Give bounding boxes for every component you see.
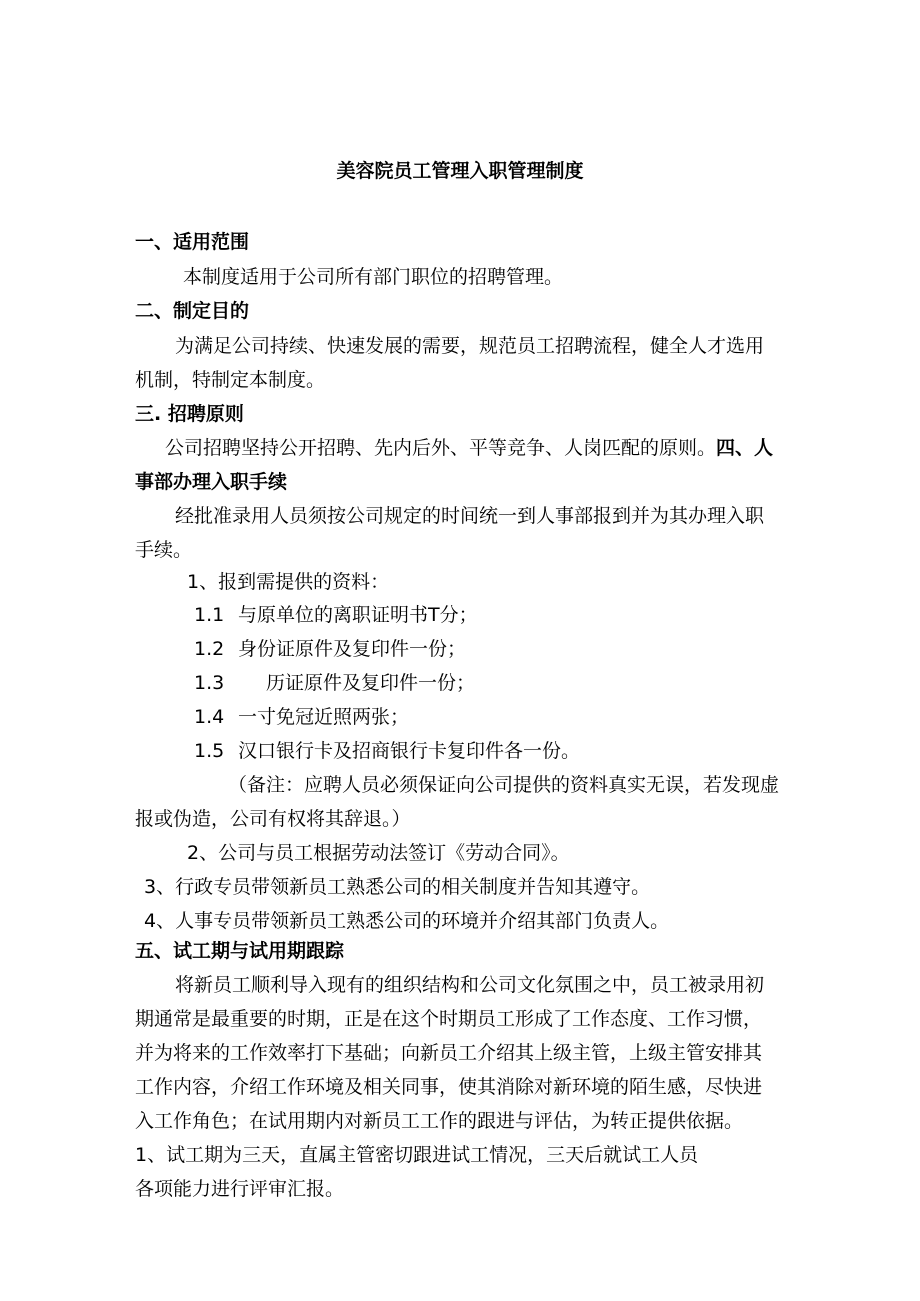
- sub-item-text: 历证原件及复印件一份；: [266, 672, 476, 694]
- section-5-text-line-3: 并为将来的工作效率打下基础；向新员工介绍其上级主管，上级主管安排其: [135, 1042, 763, 1064]
- note-line-2: 报或伪造，公司有权将其辞退。）: [135, 808, 411, 830]
- section-5-heading: 五、试工期与试用期跟踪: [135, 940, 345, 962]
- section-4-item-1: 1、报到需提供的资料：: [187, 571, 390, 593]
- sub-item-number: 1.2: [194, 638, 225, 660]
- section-5-item-1-line-1: 1、试工期为三天，直属主管密切跟进试工情况，三天后就试工人员: [135, 1144, 699, 1166]
- section-3-text: 公司招聘坚持公开招聘、先内后外、平等竞争、人岗匹配的原则。: [165, 437, 717, 459]
- sub-item-1-3: [194, 668, 475, 698]
- section-2-text-line-2: 机制，特制定本制度。: [135, 369, 326, 391]
- document-title: 美容院员工管理入职管理制度: [336, 160, 584, 182]
- sub-item-1-1: [194, 600, 478, 630]
- section-4-item-2: 2、公司与员工根据劳动法签订《劳动合同》。: [187, 842, 570, 864]
- section-4-item-4: 4、人事专员带领新员工熟悉公司的环境并介绍其部门负责人。: [144, 910, 670, 932]
- section-5-text-line-2: 期通常是最重要的时期，正是在这个时期员工形成了工作态度、工作习惯，: [135, 1008, 763, 1030]
- sub-item-text: 与原单位的离职证明书T分；: [238, 604, 478, 626]
- sub-item-number: 1.3: [194, 672, 225, 694]
- section-4-heading-part-1: 四、人: [716, 437, 774, 459]
- section-2-text-line-1: 为满足公司持续、快速发展的需要，规范员工招聘流程，健全人才选用: [175, 335, 765, 357]
- section-4-text-line-1: 经批准录用人员须按公司规定的时间统一到人事部报到并为其办理入职: [175, 505, 765, 527]
- section-5-text-line-5: 入工作角色；在试用期内对新员工工作的跟进与评估，为转正提供依据。: [135, 1110, 744, 1132]
- sub-item-1-4: [194, 702, 409, 732]
- section-4-item-3: 3、行政专员带领新员工熟悉公司的相关制度并告知其遵守。: [144, 876, 651, 898]
- note-line-1: （备注：应聘人员必须保证向公司提供的资料真实无误，若发现虚: [228, 774, 780, 796]
- section-5-text-line-1: 将新员工顺利导入现有的组织结构和公司文化氛围之中，员工被录用初: [175, 974, 765, 996]
- section-3-heading: 三. 招聘原则: [135, 403, 244, 425]
- sub-item-text: 汉口银行卡及招商银行卡复印件各一份。: [238, 740, 581, 762]
- section-1-heading: 一、适用范围: [135, 231, 250, 253]
- sub-item-number: 1.5: [194, 740, 225, 762]
- section-1-text: 本制度适用于公司所有部门职位的招聘管理。: [183, 266, 564, 288]
- section-5-item-1-line-2: 各项能力进行评审汇报。: [135, 1178, 345, 1200]
- section-2-heading: 二、制定目的: [135, 300, 250, 322]
- section-4-text-line-2: 手续。: [135, 539, 193, 561]
- sub-item-1-2: [194, 634, 466, 664]
- section-3-text-line: [165, 433, 773, 463]
- sub-item-number: 1.4: [194, 706, 225, 728]
- sub-item-text: 一寸免冠近照两张；: [238, 706, 410, 728]
- sub-item-1-5: [194, 736, 580, 766]
- section-4-heading-part-2: 事部办理入职手续: [135, 471, 288, 493]
- sub-item-number: 1.1: [194, 604, 225, 626]
- sub-item-text: 身份证原件及复印件一份；: [238, 638, 467, 660]
- section-5-text-line-4: 工作内容，介绍工作环境及相关同事，使其消除对新环境的陌生感，尽快进: [135, 1076, 763, 1098]
